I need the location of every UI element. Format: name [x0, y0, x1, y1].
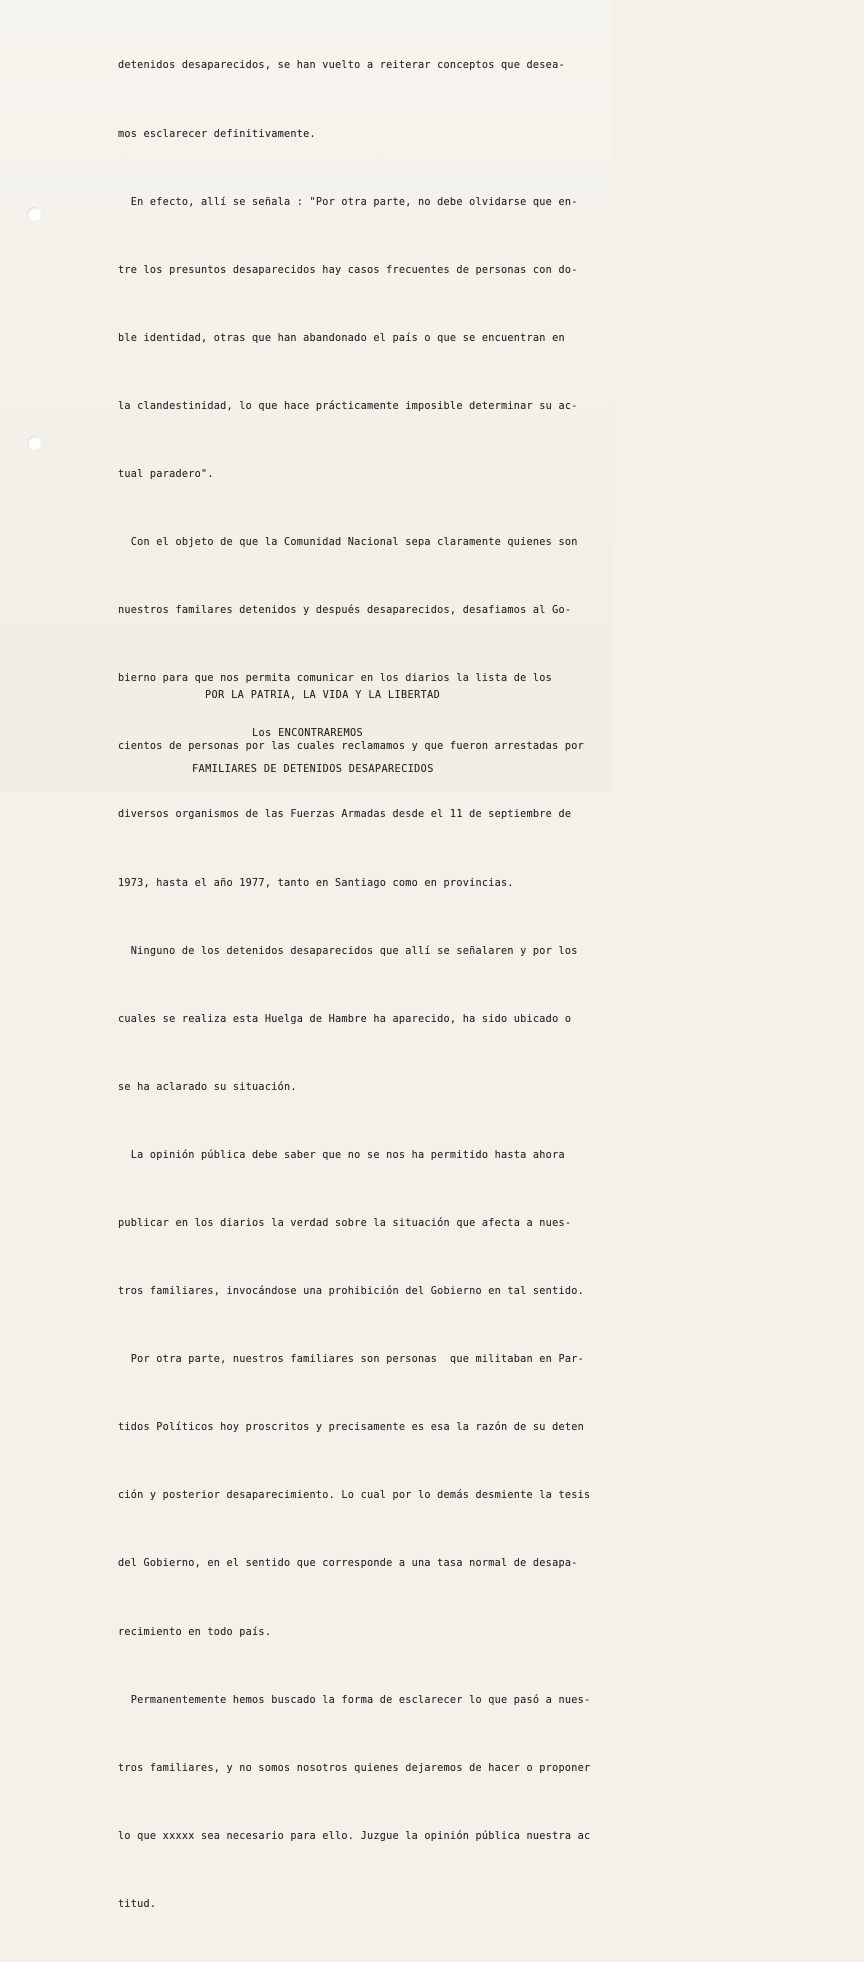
text-line: Permanentemente hemos buscado la forma de esclarecer lo que pasó a nues-: [118, 1694, 591, 1706]
text-line: diversos organismos de las Fuerzas Armadas desde el 11 de septiembre de: [118, 809, 572, 821]
signature-line: Los ENCONTRAREMOS: [252, 728, 364, 739]
text-line: ble identidad, otras que han abandonado el país o que se encuentran en: [118, 332, 565, 344]
punch-hole: [27, 436, 41, 450]
text-line: tros familiares, invocándose una prohibición del Gobierno en tal sentido.: [118, 1286, 584, 1298]
text-line: nuestros familares detenidos y después desaparecidos, desafiamos al Go-: [118, 605, 572, 617]
text-line: En efecto, allí se señala : "Por otra parte, no debe olvidarse que en-: [118, 196, 578, 208]
text-line: se ha aclarado su situación.: [118, 1081, 297, 1093]
text-line: 1973, hasta el año 1977, tanto en Santiago como en provincias.: [118, 877, 514, 889]
text-line: recimiento en todo país.: [118, 1626, 272, 1638]
text-line: cientos de personas por las cuales reclamamos y que fueron arrestadas por: [118, 741, 584, 753]
text-line: ción y posterior desaparecimiento. Lo cual por lo demás desmiente la tesis: [118, 1490, 591, 1502]
punch-hole: [27, 207, 41, 221]
text-line: la clandestinidad, lo que hace prácticamente imposible determinar su ac-: [118, 400, 578, 412]
text-line: bierno para que nos permita comunicar en los diarios la lista de los: [118, 673, 553, 685]
text-line: mos esclarecer definitivamente.: [118, 128, 316, 140]
text-line: tidos Políticos hoy proscritos y precisamente es esa la razón de su deten: [118, 1422, 584, 1434]
text-line: tual paradero".: [118, 468, 214, 480]
motto: POR LA PATRIA, LA VIDA Y LA LIBERTAD: [205, 690, 441, 701]
text-line: La opinión pública debe saber que no se nos ha permitido hasta ahora: [118, 1149, 565, 1161]
text-line: Con el objeto de que la Comunidad Nacional sepa claramente quienes son: [118, 537, 578, 549]
text-line: titud.: [118, 1898, 157, 1910]
text-line: tre los presuntos desaparecidos hay casos frecuentes de personas con do-: [118, 264, 578, 276]
document-body: [118, 10, 591, 1962]
organization-name: FAMILIARES DE DETENIDOS DESAPARECIDOS: [192, 764, 434, 775]
text-line: lo que xxxxx sea necesario para ello. Juzgue la opinión pública nuestra ac: [118, 1830, 591, 1842]
text-line: tros familiares, y no somos nosotros quienes dejaremos de hacer o proponer: [118, 1762, 591, 1774]
text-line: del Gobierno, en el sentido que corresponde a una tasa normal de desapa-: [118, 1558, 578, 1570]
text-line: detenidos desaparecidos, se han vuelto a reiterar conceptos que desea-: [118, 60, 565, 72]
text-line: Por otra parte, nuestros familiares son personas que militaban en Par-: [118, 1354, 584, 1366]
text-line: Ninguno de los detenidos desaparecidos que allí se señalaren y por los: [118, 945, 578, 957]
text-line: cuales se realiza esta Huelga de Hambre ha aparecido, ha sido ubicado o: [118, 1013, 572, 1025]
text-line: publicar en los diarios la verdad sobre la situación que afecta a nues-: [118, 1218, 572, 1229]
